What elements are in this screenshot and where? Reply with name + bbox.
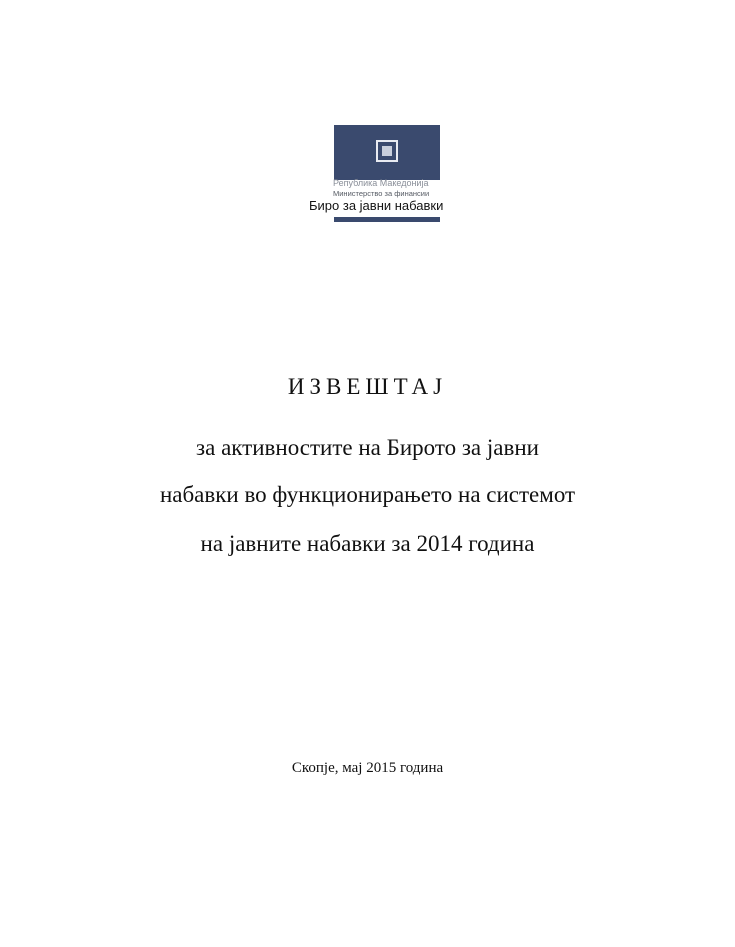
logo-underline-bar [334, 217, 440, 222]
report-subtitle-line-2: набавки во функционирањето на системот [159, 482, 576, 507]
place-date-line: Скопје, мај 2015 година [291, 760, 444, 776]
logo-square-icon [376, 140, 398, 162]
logo-emblem-box [334, 125, 440, 180]
report-subtitle-line-1: за активностите на Бирото за јавни [196, 435, 539, 460]
logo-bureau-text: Биро за јавни набавки [309, 198, 444, 213]
bureau-logo [303, 120, 473, 228]
report-subtitle-line-3: на јавните набавки за 2014 година [200, 531, 535, 556]
report-title: ИЗВЕШТАЈ [287, 374, 448, 399]
logo-country-text: Република Македонија [333, 178, 429, 188]
logo-ministry-text: Министерство за финансии [333, 189, 430, 198]
